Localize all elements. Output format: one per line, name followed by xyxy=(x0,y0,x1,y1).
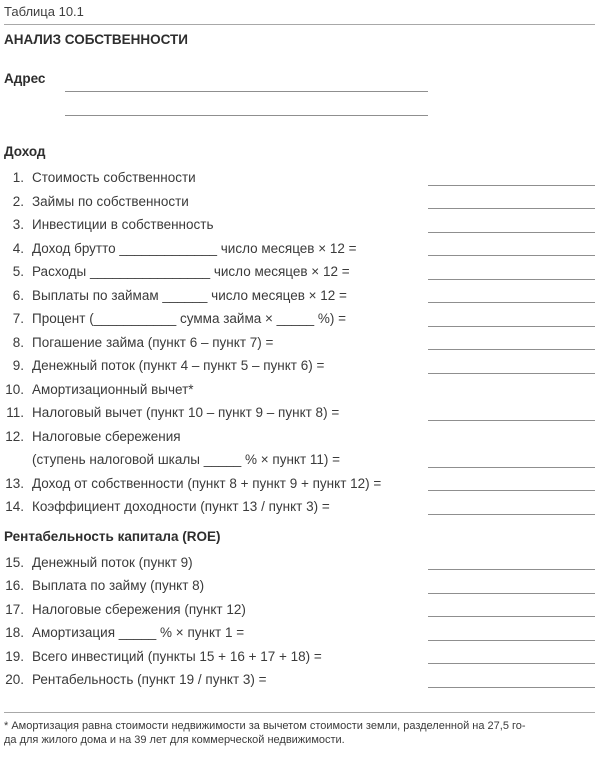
row-text: Инвестиции в собственность xyxy=(32,217,214,232)
row-text: Денежный поток (пункт 9) xyxy=(32,554,193,570)
form-row xyxy=(4,260,595,284)
row-number: 12. xyxy=(5,428,24,444)
form-row xyxy=(4,551,595,575)
fill-in-line xyxy=(428,349,595,350)
row-number: 1. xyxy=(12,170,24,185)
row-number: 7. xyxy=(12,311,24,326)
fill-in-line xyxy=(428,255,595,256)
row-number: 15. xyxy=(5,554,24,570)
row-number: 3. xyxy=(12,217,24,232)
row-text: Всего инвестиций (пункты 15 + 16 + 17 + 18) = xyxy=(32,648,322,664)
footnote-line-1: * Амортизация равна стоимости недвижимости за вычетом стоимости земли, разделенной на 27,5 го- xyxy=(4,719,526,732)
form-row xyxy=(4,378,595,402)
section-heading: Доход xyxy=(4,144,46,159)
fill-in-line xyxy=(428,326,595,327)
fill-in-line xyxy=(428,569,595,570)
row-text: Денежный поток (пункт 4 – пункт 5 – пункт 6) = xyxy=(32,358,325,373)
address-fill-in-line-1 xyxy=(65,68,428,92)
fill-in-line xyxy=(428,490,595,491)
row-text: Доход от собственности (пункт 8 + пункт 9 + пункт 12) = xyxy=(32,475,382,491)
row-text: Налоговые сбережения (пункт 12) xyxy=(32,601,246,617)
footnote xyxy=(4,719,595,747)
form-row xyxy=(4,354,595,378)
row-number: 19. xyxy=(5,648,24,664)
address-label: Адрес xyxy=(4,71,46,86)
address-fill-in-line-2 xyxy=(65,92,428,116)
form-row xyxy=(4,284,595,308)
form-row xyxy=(4,598,595,622)
form-row xyxy=(4,190,595,214)
row-text: Амортизационный вычет* xyxy=(32,381,194,397)
address-lines xyxy=(65,68,428,116)
row-number: 6. xyxy=(12,287,24,303)
fill-in-line xyxy=(428,373,595,374)
form-row xyxy=(4,213,595,237)
row-text: Займы по собственности xyxy=(32,193,189,209)
row-number: 20. xyxy=(5,672,24,687)
address-block xyxy=(4,68,595,116)
form-row xyxy=(4,166,595,190)
row-number: 9. xyxy=(12,358,24,373)
form-row xyxy=(4,472,595,496)
form-sections xyxy=(4,144,595,692)
fill-in-line xyxy=(428,185,595,186)
row-number: 10. xyxy=(5,381,24,397)
form-row xyxy=(4,425,595,472)
fill-in-line xyxy=(428,663,595,664)
fill-in-line xyxy=(428,640,595,641)
form-row xyxy=(4,401,595,425)
form-row xyxy=(4,574,595,598)
form-row xyxy=(4,331,595,355)
form-section xyxy=(4,144,595,519)
row-text: Процент (___________ сумма займа × _____ %) = xyxy=(32,311,347,326)
section-heading: Рентабельность капитала (ROE) xyxy=(4,528,221,544)
row-text: Доход брутто _____________ число месяцев × 12 = xyxy=(32,240,357,256)
row-number: 16. xyxy=(5,578,24,593)
fill-in-line xyxy=(428,687,595,688)
table-label: Таблица 10.1 xyxy=(4,4,84,19)
row-text: Коэффициент доходности (пункт 13 / пункт 3) = xyxy=(32,499,330,514)
footnote-line-2: да для жилого дома и на 39 лет для коммерческой недвижимости. xyxy=(4,733,345,746)
row-number: 4. xyxy=(12,240,24,256)
row-text: Амортизация _____ % × пункт 1 = xyxy=(32,625,245,640)
fill-in-line xyxy=(428,420,595,421)
fill-in-line xyxy=(428,302,595,303)
footnote-divider xyxy=(4,712,595,713)
row-text: Стоимость собственности xyxy=(32,170,196,185)
row-text: Погашение займа (пункт 6 – пункт 7) = xyxy=(32,334,274,350)
row-number: 11. xyxy=(6,405,24,420)
row-number: 14. xyxy=(5,499,24,514)
row-text: Выплата по займу (пункт 8) xyxy=(32,578,205,593)
fill-in-line xyxy=(428,208,595,209)
document-title: АНАЛИЗ СОБСТВЕННОСТИ xyxy=(4,32,189,47)
form-row xyxy=(4,645,595,669)
top-divider xyxy=(4,24,595,25)
row-number: 2. xyxy=(12,193,24,209)
row-number: 5. xyxy=(12,264,24,279)
fill-in-line xyxy=(428,514,595,515)
form-row xyxy=(4,495,595,519)
fill-in-line xyxy=(428,467,595,468)
fill-in-line xyxy=(428,279,595,280)
fill-in-line xyxy=(428,616,595,617)
form-row xyxy=(4,237,595,261)
form-row xyxy=(4,668,595,692)
row-number: 17. xyxy=(5,601,24,617)
row-number: 18. xyxy=(5,625,24,640)
form-row xyxy=(4,307,595,331)
form-section xyxy=(4,529,595,692)
fill-in-line xyxy=(428,232,595,233)
row-number: 8. xyxy=(12,334,24,350)
row-text: Рентабельность (пункт 19 / пункт 3) = xyxy=(32,672,267,687)
row-text: Расходы ________________ число месяцев × 12 = xyxy=(32,264,350,279)
row-text: Налоговый вычет (пункт 10 – пункт 9 – пункт 8) = xyxy=(32,405,340,420)
fill-in-line xyxy=(428,593,595,594)
row-text: Налоговые сбережения (ступень налоговой шкалы _____ % × пункт 11) = xyxy=(32,428,341,467)
row-number: 13. xyxy=(5,475,24,491)
form-row xyxy=(4,621,595,645)
row-text: Выплаты по займам ______ число месяцев × 12 = xyxy=(32,287,347,303)
